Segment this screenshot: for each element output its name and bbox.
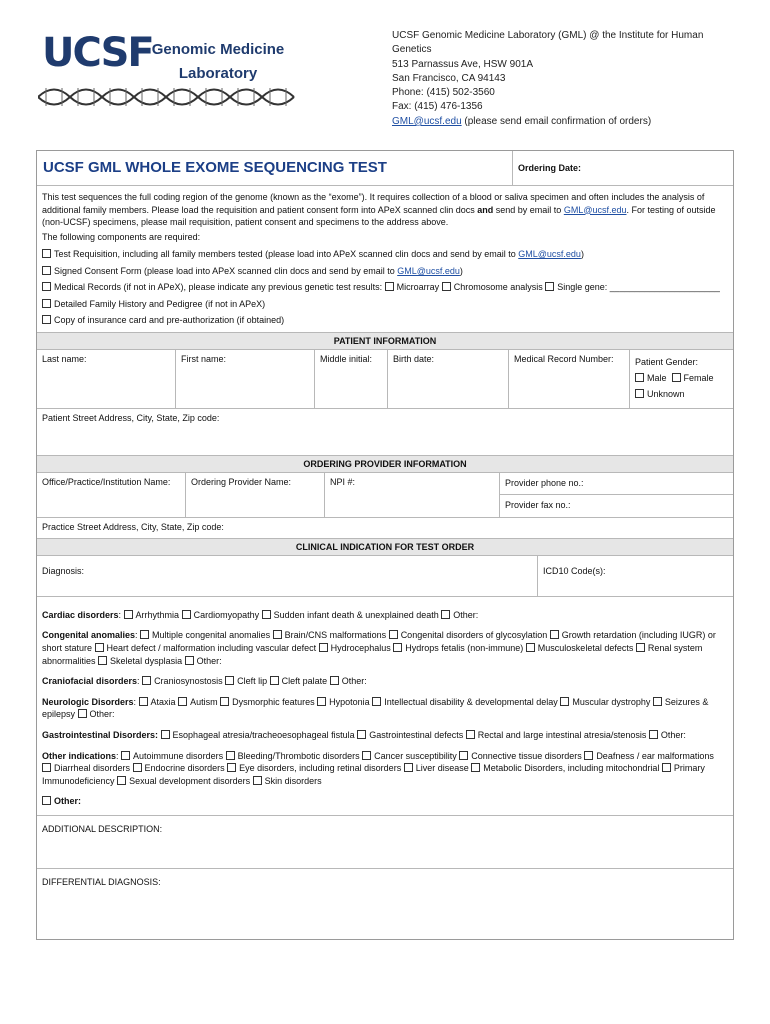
mrn-field[interactable]: Medical Record Number:: [509, 350, 630, 408]
ordering-date-field[interactable]: Ordering Date:: [518, 163, 582, 173]
requisition-form: [36, 150, 734, 940]
icd10-field[interactable]: ICD10 Code(s):: [543, 565, 606, 576]
indication-option[interactable]: Skeletal dysplasia: [110, 655, 183, 666]
checkbox[interactable]: [42, 299, 51, 308]
checkbox[interactable]: [227, 763, 236, 772]
clinical-indications-row: [37, 597, 733, 816]
email-line: [392, 115, 722, 129]
checkbox[interactable]: [466, 730, 475, 739]
additional-description-field[interactable]: ADDITIONAL DESCRIPTION:: [42, 823, 163, 834]
clinical-indications: [37, 597, 733, 815]
indication-option[interactable]: Cancer susceptibility: [374, 750, 457, 761]
checkbox[interactable]: [442, 282, 451, 291]
checkbox[interactable]: [124, 610, 133, 619]
lab-address-block: [392, 29, 722, 129]
checkbox[interactable]: [42, 796, 51, 805]
indication-group-label: Gastrointestinal Disorders:: [42, 730, 159, 741]
component-item[interactable]: Test Requisition, including all family members tested (please load into APeX scanned clin docs and send by email to GML@ucsf.edu): [42, 246, 728, 263]
component-item[interactable]: Signed Consent Form (please load into APeX scanned clin docs and send by email to GML@ucsf.edu): [42, 263, 728, 280]
indication-option[interactable]: Musculoskeletal defects: [537, 643, 634, 654]
checkbox[interactable]: [142, 676, 151, 685]
checkbox[interactable]: [362, 751, 371, 760]
indication-option[interactable]: Primary Immunodeficiency: [42, 763, 705, 786]
last-name-field[interactable]: Last name:: [37, 350, 176, 408]
indication-option[interactable]: Eye disorders, including retinal disorders: [239, 763, 402, 774]
checkbox[interactable]: [330, 676, 339, 685]
indication-option[interactable]: Skin disorders: [264, 775, 322, 786]
ucsf-logo-mark: UCSF: [42, 30, 153, 76]
first-name-field[interactable]: First name:: [176, 350, 315, 408]
indication-option[interactable]: Bleeding/Thrombotic disorders: [237, 750, 360, 761]
practice-address-field[interactable]: Practice Street Address, City, State, Zip code:: [42, 521, 224, 532]
indication-group-label: Craniofacial disorders: [42, 676, 138, 687]
indication-option[interactable]: Arrhythmia: [135, 609, 180, 620]
indication-option[interactable]: Autoimmune disorders: [133, 750, 224, 761]
differential-diagnosis-field[interactable]: DIFFERENTIAL DIAGNOSIS:: [42, 876, 161, 887]
indication-group: Congenital anomalies: Multiple congenital anomalies Brain/CNS malformations Congenital disorders of glycosylation Growth retardation (including IUGR) or short stature Heart defect / malformation including vascular defect Hydrocephalus Hydrops fetalis (non-immune) Musculoskeletal defects Renal system abnormalities Skeletal dysplasia Other:: [42, 630, 716, 666]
email-note: (please send email confirmation of orders): [461, 115, 652, 127]
indication-option[interactable]: Deafness / ear malformations: [596, 750, 714, 761]
diagnosis-field[interactable]: Diagnosis:: [37, 556, 538, 596]
patient-name-row: [37, 350, 733, 409]
gender-field: [630, 350, 733, 408]
gender-options: Male Female: [635, 370, 728, 386]
component-item[interactable]: Medical Records (if not in APeX), please indicate any previous genetic test results: Microarray Chromosome analysis Single gene: ______________________: [42, 279, 728, 296]
indication-option[interactable]: Liver disease: [415, 763, 469, 774]
checkbox[interactable]: [441, 610, 450, 619]
email-link[interactable]: GML@ucsf.edu: [392, 115, 462, 127]
checkbox[interactable]: [121, 751, 130, 760]
indication-group-label: Congenital anomalies: [42, 630, 136, 641]
lab-name: [148, 38, 288, 86]
checkbox[interactable]: [95, 643, 104, 652]
intro-row: [37, 186, 733, 333]
address-line: UCSF Genomic Medicine Laboratory (GML) @ the Institute for Human: [392, 30, 704, 41]
indication-option[interactable]: Dysmorphic features: [232, 696, 315, 707]
checkbox[interactable]: [357, 730, 366, 739]
checkbox[interactable]: [273, 630, 282, 639]
checkbox[interactable]: [98, 656, 107, 665]
checkbox[interactable]: [161, 730, 170, 739]
birth-date-field[interactable]: Birth date:: [388, 350, 509, 408]
checkbox[interactable]: [253, 776, 262, 785]
checkbox[interactable]: [42, 282, 51, 291]
checkbox[interactable]: [319, 643, 328, 652]
provider-name-field[interactable]: Ordering Provider Name:: [186, 473, 325, 517]
checkbox[interactable]: [385, 282, 394, 291]
checkbox[interactable]: [560, 697, 569, 706]
checkbox[interactable]: [526, 643, 535, 652]
form-title: UCSF GML WHOLE EXOME SEQUENCING TEST: [37, 151, 513, 185]
checkbox[interactable]: [317, 697, 326, 706]
provider-contact: [500, 473, 733, 517]
middle-initial-field[interactable]: Middle initial:: [315, 350, 388, 408]
component-item[interactable]: Detailed Family History and Pedigree (if not in APeX): [42, 296, 728, 313]
office-field[interactable]: Office/Practice/Institution Name:: [37, 473, 186, 517]
address-line: Genetics: [392, 44, 432, 56]
indication-option[interactable]: Other:: [196, 655, 222, 666]
indication-option[interactable]: Cardiomyopathy: [193, 609, 260, 620]
indication-option[interactable]: Esophageal atresia/tracheoesophageal fistula: [172, 730, 355, 741]
component-item[interactable]: Copy of insurance card and pre-authorization (if obtained): [42, 312, 728, 329]
checkbox[interactable]: [471, 763, 480, 772]
diagnosis-row: [37, 556, 733, 597]
indication-option[interactable]: Growth retardation (including IUGR) or short stature: [42, 630, 716, 654]
indication-option[interactable]: Seizures & epilepsy: [42, 696, 709, 720]
indication-option[interactable]: Gastrointestinal defects: [369, 730, 464, 741]
npi-field[interactable]: NPI #:: [325, 473, 500, 517]
checkbox[interactable]: [262, 610, 271, 619]
indication-option[interactable]: Heart defect / malformation including vascular defect: [106, 643, 317, 654]
other-free-label: Other:: [54, 796, 81, 807]
indication-option[interactable]: Congenital disorders of glycosylation: [400, 630, 548, 641]
indication-option[interactable]: Metabolic Disorders, including mitochondrial: [483, 763, 660, 774]
checkbox[interactable]: [649, 730, 658, 739]
indication-option[interactable]: Hydrocephalus: [330, 643, 391, 654]
indication-group: Other indications: Autoimmune disorders Bleeding/Thrombotic disorders Cancer susceptibility Connective tissue disorders Deafness / ear malformations Diarrheal disorders Endocrine disorders Eye disorders, including retinal disorders Liver disease Metabolic Disorders, including mitochondrial Primary Immunodeficiency Sexual development disorders Skin disorders: [42, 750, 714, 786]
indication-option[interactable]: Autism: [190, 696, 218, 707]
indication-option[interactable]: Intellectual disability & developmental delay: [384, 696, 558, 707]
indication-group-label: Neurologic Disorders: [42, 696, 134, 707]
dna-helix-icon: [38, 82, 300, 112]
indication-option[interactable]: Diarrheal disorders: [54, 763, 131, 774]
checkbox[interactable]: [140, 630, 149, 639]
components-label: The following components are required:: [42, 231, 201, 242]
checkbox[interactable]: [225, 676, 234, 685]
lab-name-line1: Genomic Medicine: [151, 41, 285, 58]
provider-fax-field[interactable]: Provider fax no.:: [505, 499, 571, 510]
address-line: San Francisco, CA 94143: [392, 72, 506, 84]
indication-option[interactable]: Craniosynostosis: [154, 676, 223, 687]
checkbox[interactable]: [42, 266, 51, 275]
indication-option[interactable]: Endocrine disorders: [144, 763, 225, 774]
female-checkbox[interactable]: [672, 373, 681, 382]
checkbox[interactable]: [42, 763, 51, 772]
phone-line: Phone: (415) 502-3560: [392, 87, 495, 99]
checkbox[interactable]: [372, 697, 381, 706]
indication-option[interactable]: Rectal and large intestinal atresia/stenosis: [477, 730, 647, 741]
indication-option[interactable]: Hypotonia: [329, 696, 370, 707]
indication-option[interactable]: Multiple congenital anomalies: [152, 630, 271, 641]
ucsf-gml-logo: [38, 30, 298, 116]
indication-option[interactable]: Ataxia: [150, 696, 176, 707]
intro-text: This test sequences the full coding region of the genome (known as the “exome”). It requires collection of a blood or saliva specimen and often includes the analysis of additional family members. Please load the requisition and patient consent form into APeX scanned clin docs and send by email to GML@ucsf.edu. For testing of outside (non-UCSF) specimens, please mail requisition, patient consent and specimens to the address above.: [42, 192, 716, 228]
indication-option[interactable]: Hydrops fetalis (non-immune): [405, 643, 524, 654]
indication-group-label: Cardiac disorders: [42, 609, 119, 620]
indication-option[interactable]: Cleft lip: [237, 676, 268, 687]
checkbox[interactable]: [636, 643, 645, 652]
indication-option[interactable]: Renal system abnormalities: [42, 643, 703, 666]
male-checkbox[interactable]: [635, 373, 644, 382]
checkbox[interactable]: [117, 776, 126, 785]
patient-info-header: PATIENT INFORMATION: [37, 333, 733, 350]
unknown-option: Unknown: [635, 386, 728, 402]
indication-option[interactable]: Cleft palate: [281, 676, 328, 687]
checkbox[interactable]: [42, 315, 51, 324]
checkbox[interactable]: [178, 697, 187, 706]
indication-group: Craniofacial disorders: Craniosynostosis Cleft lip Cleft palate Other:: [42, 676, 367, 687]
unknown-checkbox[interactable]: [635, 389, 644, 398]
checkbox[interactable]: [270, 676, 279, 685]
indication-option[interactable]: Other:: [341, 676, 367, 687]
checkbox[interactable]: [226, 751, 235, 760]
indication-group-label: Other indications: [42, 750, 117, 761]
additional-description-row: [37, 816, 733, 869]
lab-name-line2: Laboratory: [178, 65, 258, 82]
components-list: [42, 246, 728, 329]
checkbox[interactable]: [78, 709, 87, 718]
fax-line: Fax: (415) 476-1356: [392, 101, 483, 113]
provider-phone-field[interactable]: Provider phone no.:: [500, 473, 733, 495]
checkbox[interactable]: [545, 282, 554, 291]
checkbox[interactable]: [550, 630, 559, 639]
indication-option[interactable]: Sexual development disorders: [129, 775, 251, 786]
checkbox[interactable]: [182, 610, 191, 619]
form-title-row: [37, 151, 733, 186]
checkbox[interactable]: [185, 656, 194, 665]
patient-address-row: [37, 409, 733, 456]
other-free-item[interactable]: [42, 795, 728, 808]
indication-option[interactable]: Muscular dystrophy: [572, 696, 651, 707]
checkbox[interactable]: [389, 630, 398, 639]
clinical-header: CLINICAL INDICATION FOR TEST ORDER: [37, 539, 733, 556]
checkbox[interactable]: [133, 763, 142, 772]
indication-option[interactable]: Other:: [660, 730, 686, 741]
indication-option[interactable]: Other:: [89, 709, 115, 720]
checkbox[interactable]: [139, 697, 148, 706]
checkbox[interactable]: [662, 763, 671, 772]
indication-group: Neurologic Disorders: Ataxia Autism Dysmorphic features Hypotonia Intellectual disability & developmental delay Muscular dystrophy Seizures & epilepsy Other:: [42, 696, 709, 720]
indication-option[interactable]: Other:: [453, 609, 479, 620]
intro-section: [37, 186, 733, 332]
checkbox[interactable]: [404, 763, 413, 772]
intro-email-link[interactable]: GML@ucsf.edu: [563, 204, 627, 215]
indication-group: Cardiac disorders: Arrhythmia Cardiomyopathy Sudden infant death & unexplained death Other:: [42, 609, 479, 620]
checkbox[interactable]: [653, 697, 662, 706]
indication-option[interactable]: Connective tissue disorders: [471, 750, 582, 761]
indication-group: [42, 729, 728, 742]
checkbox[interactable]: [42, 249, 51, 258]
patient-address-field[interactable]: Patient Street Address, City, State, Zip code:: [42, 412, 220, 423]
indication-option[interactable]: Brain/CNS malformations: [284, 630, 387, 641]
provider-row: [37, 473, 733, 518]
checkbox[interactable]: [220, 697, 229, 706]
address-line: 513 Parnassus Ave, HSW 901A: [392, 58, 534, 70]
differential-diagnosis-row: [37, 869, 733, 939]
checkbox[interactable]: [393, 643, 402, 652]
practice-address-row: [37, 518, 733, 539]
provider-info-header: ORDERING PROVIDER INFORMATION: [37, 456, 733, 473]
checkbox[interactable]: [584, 751, 593, 760]
checkbox[interactable]: [459, 751, 468, 760]
gender-label: Patient Gender:: [635, 356, 699, 367]
indication-option[interactable]: Sudden infant death & unexplained death: [273, 609, 439, 620]
